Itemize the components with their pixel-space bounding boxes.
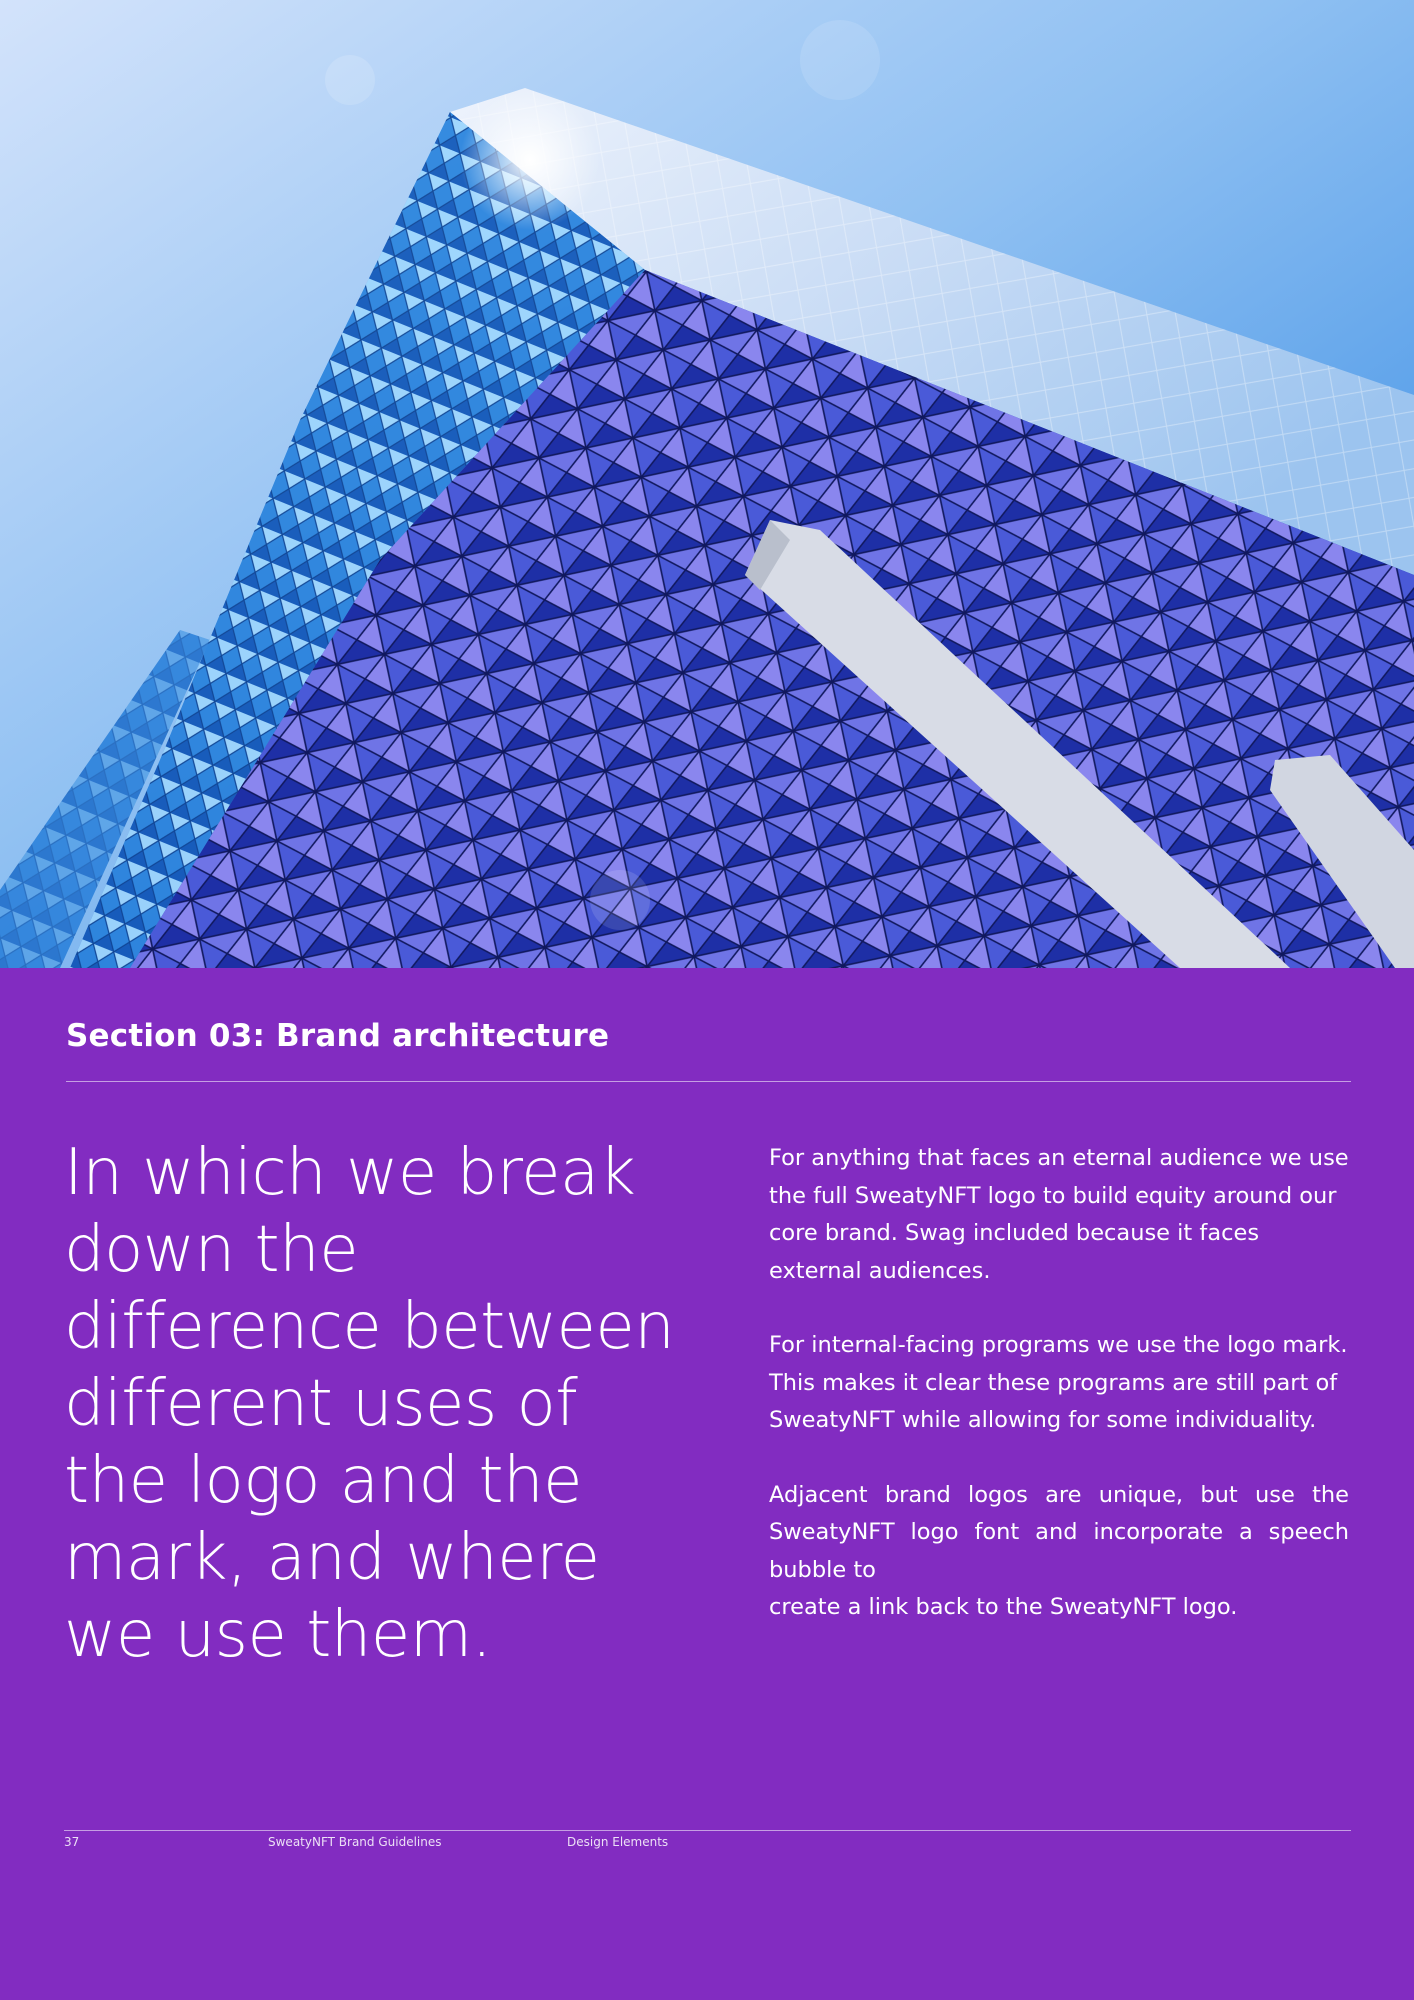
hero-photo (0, 0, 1414, 968)
body-paragraph-adjacent: Adjacent brand logos are unique, but use the SweatyNFT logo font and incorporate a speech bubble to (769, 1481, 1349, 1583)
section-title: Section 03: Brand architecture (66, 1018, 610, 1054)
section-divider (66, 1081, 1351, 1082)
body-paragraph-internal: For internal-facing programs we use the logo mark. This makes it clear these programs are still part of SweatyNFT while allowing for some individuality. (769, 1332, 1348, 1433)
body-column (769, 1140, 1349, 1664)
chapter-name: Design Elements (567, 1835, 669, 1849)
lead-statement: In which we break down the difference between different uses of the logo and the mark, and where we use them. (64, 1136, 675, 1672)
body-paragraph-external: For anything that faces an eternal audience we use the full SweatyNFT logo to build equity around our core brand. Swag included because it faces external audiences. (769, 1145, 1349, 1284)
page-number: 37 (64, 1835, 80, 1849)
document-title: SweatyNFT Brand Guidelines (268, 1835, 442, 1849)
footer-divider (64, 1830, 1351, 1831)
building-facade-illustration (0, 0, 1414, 968)
body-paragraph-adjacent-continued: create a link back to the SweatyNFT logo. (769, 1594, 1238, 1620)
